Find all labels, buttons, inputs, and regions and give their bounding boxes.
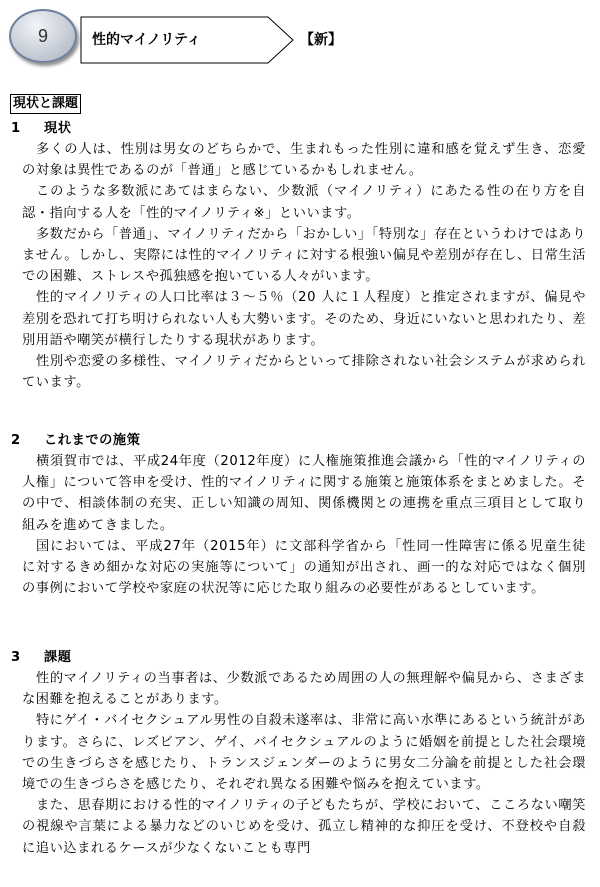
- section-num: 3: [11, 650, 21, 665]
- section-current-status: [0, 118, 600, 393]
- paragraph: 性別や恋愛の多様性、マイノリティだからといって排除されない社会システムが求められています。: [22, 354, 586, 391]
- paragraph: 性的マイノリティの人口比率は３～５％（20 人に１人程度）と推定されますが、偏見や差別を恐れて打ち明けられない人も大勢います。そのため、身近にいないと思われたり、差別用語や嘲笑が横行したりする現状があります。: [22, 290, 586, 348]
- paragraph: 横須賀市では、平成24年度（2012年度）に人権施策推進会議から「性的マイノリティの人権」について答申を受け、性的マイノリティに関する施策と施策体系をまとめました。その中で、相談体制の充実、正しい知識の周知、関係機関との連携を重点三項目として取り組みを進めてきました。: [22, 454, 586, 533]
- section-title-text: 課題: [44, 650, 72, 665]
- section-number: 9: [37, 25, 48, 46]
- paragraph: 特にゲイ・バイセクシュアル男性の自殺未遂率は、非常に高い水準にあるという統計があります。さらに、レズビアン、ゲイ、バイセクシュアルのように婚姻を前提とした社会環境での生きづらさを感じたり、トランスジェンダーのように男女二分論を前提とした社会環境での生きづらさを感じたり、それぞれ異なる困難や悩みを抱えています。: [22, 713, 586, 793]
- section-title-text: これまでの施策: [44, 433, 141, 448]
- section-heading: 現状と課題: [10, 94, 81, 114]
- section-title: [0, 647, 600, 668]
- paragraph: 多数だから「普通」、マイノリティだから「おかしい」「特別な」存在というわけではありません。しかし、実際には性的マイノリティに対する根強い偏見や差別が存在し、日常生活での困難、ストレスや孤独感を抱いている人々がいます。: [22, 226, 586, 285]
- section-issues: [0, 647, 600, 859]
- section-number-badge: [9, 9, 77, 63]
- new-tag: 【新】: [300, 32, 342, 48]
- section-num: 2: [11, 433, 21, 448]
- section-title-text: 現状: [44, 121, 72, 136]
- section-num: 1: [11, 121, 21, 136]
- section-past-measures: [0, 430, 600, 599]
- paragraph: このような多数派にあてはまらない、少数派（マイノリティ）にあたる性の在り方を自認・指向する人を「性的マイノリティ※」といいます。: [22, 184, 586, 221]
- paragraph: 性的マイノリティの当事者は、少数派であるため周囲の人の無理解や偏見から、さまざまな困難を抱えることがあります。: [22, 671, 586, 708]
- paragraph: 多くの人は、性別は男女のどちらかで、生まれもった性別に違和感を覚えず生き、恋愛の対象は異性であるのが「普通」と感じているかもしれません。: [22, 142, 586, 179]
- section-title: [0, 430, 600, 451]
- paragraph: 国においては、平成27年（2015年）に文部科学省から「性同一性障害に係る児童生徒に対するきめ細かな対応の実施等について」の通知が出され、画一的な対応ではなく個別の事例において学校や家庭の状況等に応じた取り組みの必要性があるとしています。: [22, 538, 586, 597]
- paragraph: また、思春期における性的マイノリティの子どもたちが、学校において、こころない嘲笑の視線や言葉による暴力などのいじめを受け、孤立し精神的な抑圧を受け、不登校や自殺に追い込まれるケースが少なくないことも専門: [22, 798, 586, 856]
- page-header: [0, 0, 600, 80]
- page-title: 性的マイノリティ: [92, 32, 201, 48]
- section-title: [0, 118, 600, 139]
